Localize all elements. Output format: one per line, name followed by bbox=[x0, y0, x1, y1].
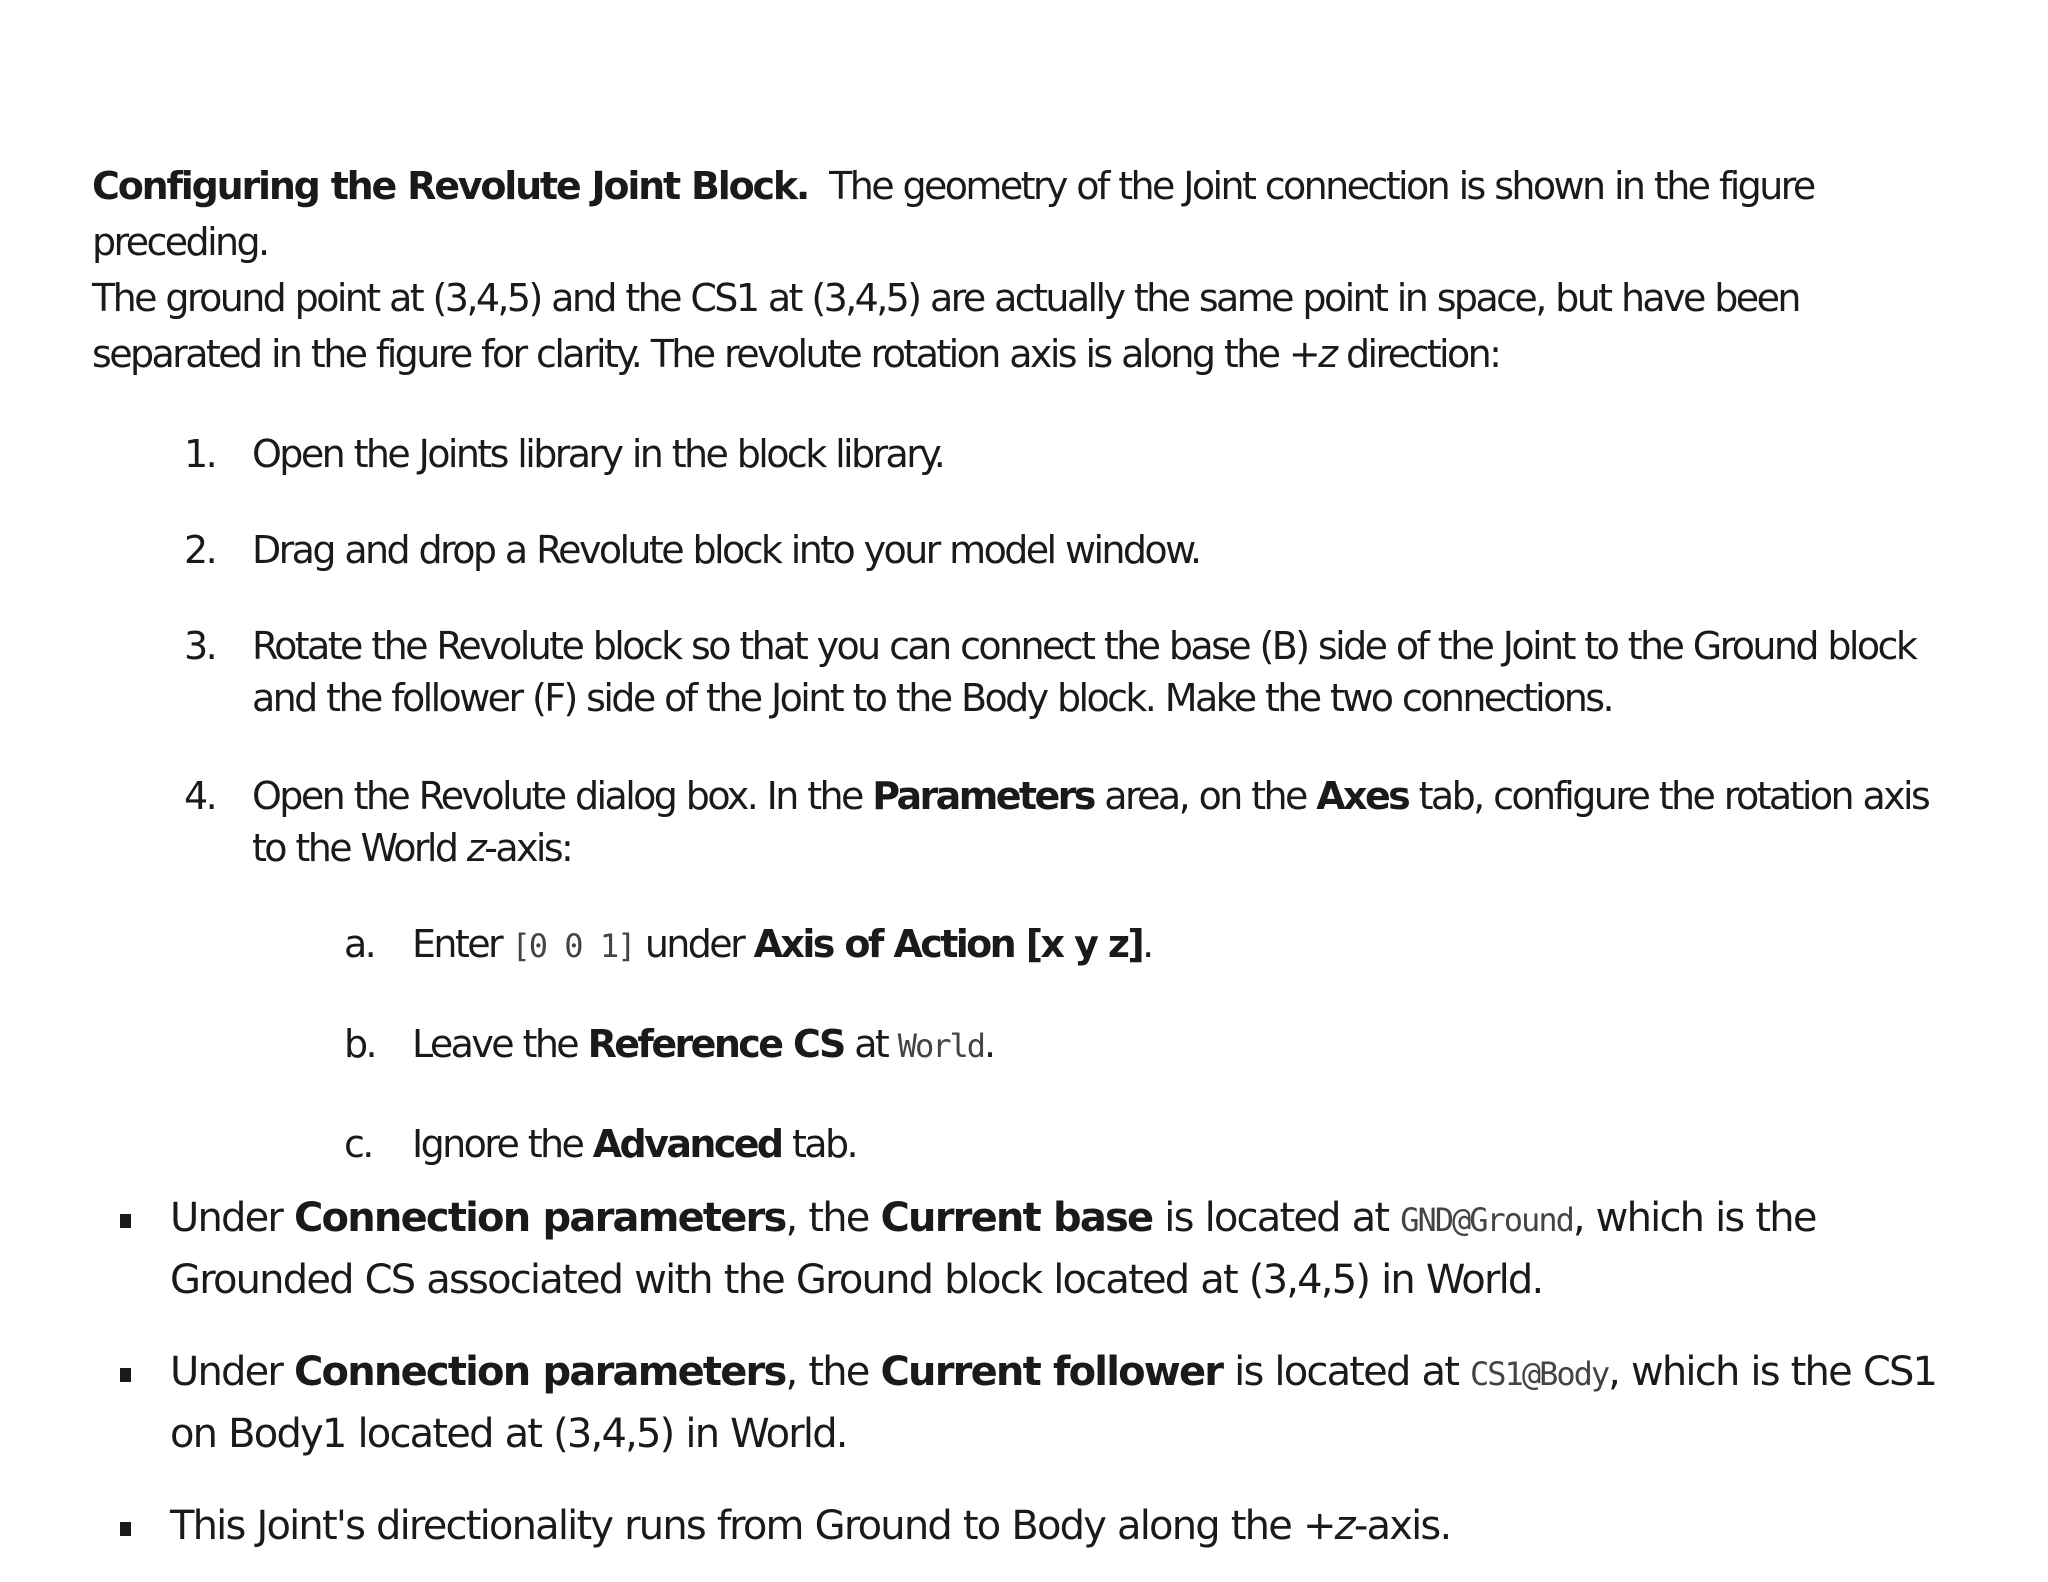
step-text: to the World bbox=[252, 826, 467, 870]
axes-tab-label: Axes bbox=[1316, 774, 1409, 818]
gnd-ground-code: GND@Ground bbox=[1400, 1201, 1573, 1239]
intro-text-line3-end: direction: bbox=[1335, 332, 1500, 376]
substep-letter: a. bbox=[344, 922, 375, 966]
substep-a bbox=[92, 918, 1992, 972]
z-italic: z bbox=[1334, 1503, 1354, 1549]
bullet-text: , the bbox=[785, 1195, 881, 1241]
bullet-text: , which is the CS1 bbox=[1608, 1349, 1937, 1395]
substep-letter: b. bbox=[344, 1022, 376, 1066]
substep-c bbox=[92, 1118, 1992, 1170]
bullet-text: , the bbox=[785, 1349, 881, 1395]
bullet-current-follower bbox=[92, 1342, 1992, 1464]
step-text: Drag and drop a Revolute block into your model window. bbox=[252, 528, 1200, 572]
bullet-text: -axis. bbox=[1353, 1503, 1451, 1549]
step-text: tab, configure the rotation axis bbox=[1408, 774, 1929, 818]
substep-text: Enter bbox=[412, 922, 512, 966]
step-3 bbox=[92, 620, 1992, 724]
substep-text: . bbox=[1142, 922, 1152, 966]
bullet-text-line2: on Body1 located at (3,4,5) in World. bbox=[170, 1411, 847, 1457]
lettered-substeps bbox=[92, 918, 1992, 1170]
current-base-label: Current base bbox=[880, 1195, 1153, 1241]
intro-text-line3: separated in the figure for clarity. The revolute rotation axis is along the + bbox=[92, 332, 1319, 376]
bullet-text: is located at bbox=[1152, 1195, 1401, 1241]
step-text-line1: Rotate the Revolute block so that you can connect the base (B) side of the Joint to the Ground block bbox=[252, 624, 1916, 668]
intro-text-line1: The geometry of the Joint connection is shown in the figure preceding. bbox=[92, 164, 1814, 264]
bullet-marker bbox=[120, 1522, 131, 1536]
bullet-text: This Joint's directionality runs from Ground to Body along the + bbox=[170, 1503, 1335, 1549]
connection-parameters-label: Connection parameters bbox=[294, 1349, 786, 1395]
substep-text: . bbox=[984, 1022, 994, 1066]
substep-text: Leave the bbox=[412, 1022, 588, 1066]
substep-text: Ignore the bbox=[412, 1122, 593, 1166]
z-italic: z bbox=[466, 826, 485, 870]
bullet-text-line2: Grounded CS associated with the Ground block located at (3,4,5) in World. bbox=[170, 1257, 1543, 1303]
parameters-label: Parameters bbox=[872, 774, 1094, 818]
intro-paragraph bbox=[92, 158, 1972, 382]
step-text: area, on the bbox=[1093, 774, 1317, 818]
substep-text: at bbox=[843, 1022, 898, 1066]
substep-text: tab. bbox=[781, 1122, 856, 1166]
bullet-list bbox=[92, 1188, 1992, 1556]
substep-b bbox=[92, 1018, 1992, 1072]
axis-of-action-label: Axis of Action [x y z] bbox=[753, 922, 1143, 966]
bullet-text: is located at bbox=[1222, 1349, 1471, 1395]
step-text: Open the Joints library in the block library. bbox=[252, 432, 944, 476]
connection-parameters-label: Connection parameters bbox=[294, 1195, 786, 1241]
advanced-tab-label: Advanced bbox=[592, 1122, 782, 1166]
cs1-body-code: CS1@Body bbox=[1470, 1355, 1609, 1393]
numbered-steps bbox=[92, 428, 1992, 874]
world-code: World bbox=[897, 1027, 985, 1065]
bullet-text: Under bbox=[170, 1195, 294, 1241]
step-number: 1. bbox=[184, 432, 216, 476]
step-4 bbox=[92, 770, 1992, 874]
step-text: -axis: bbox=[484, 826, 572, 870]
bullet-text: Under bbox=[170, 1349, 294, 1395]
substep-text: under bbox=[634, 922, 754, 966]
intro-text-line2: The ground point at (3,4,5) and the CS1 at (3,4,5) are actually the same point in space, but have been bbox=[92, 276, 1799, 320]
step-2 bbox=[92, 524, 1992, 576]
bullet-current-base bbox=[92, 1188, 1992, 1310]
bullet-text: , which is the bbox=[1572, 1195, 1816, 1241]
step-number: 4. bbox=[184, 774, 216, 818]
reference-cs-label: Reference CS bbox=[587, 1022, 844, 1066]
step-1 bbox=[92, 428, 1992, 480]
bullet-directionality bbox=[92, 1496, 1992, 1556]
step-text: Open the Revolute dialog box. In the bbox=[252, 774, 873, 818]
step-text-line2: and the follower (F) side of the Joint to the Body block. Make the two connections. bbox=[252, 676, 1612, 720]
axis-vector-code: [0 0 1] bbox=[511, 927, 635, 965]
intro-z-italic: z bbox=[1318, 332, 1336, 376]
section-heading: Configuring the Revolute Joint Block. bbox=[92, 164, 809, 208]
step-number: 2. bbox=[184, 528, 216, 572]
document-page bbox=[92, 158, 1992, 1556]
step-number: 3. bbox=[184, 624, 216, 668]
bullet-marker bbox=[120, 1214, 131, 1228]
bullet-marker bbox=[120, 1368, 131, 1382]
substep-letter: c. bbox=[344, 1122, 372, 1166]
current-follower-label: Current follower bbox=[880, 1349, 1223, 1395]
